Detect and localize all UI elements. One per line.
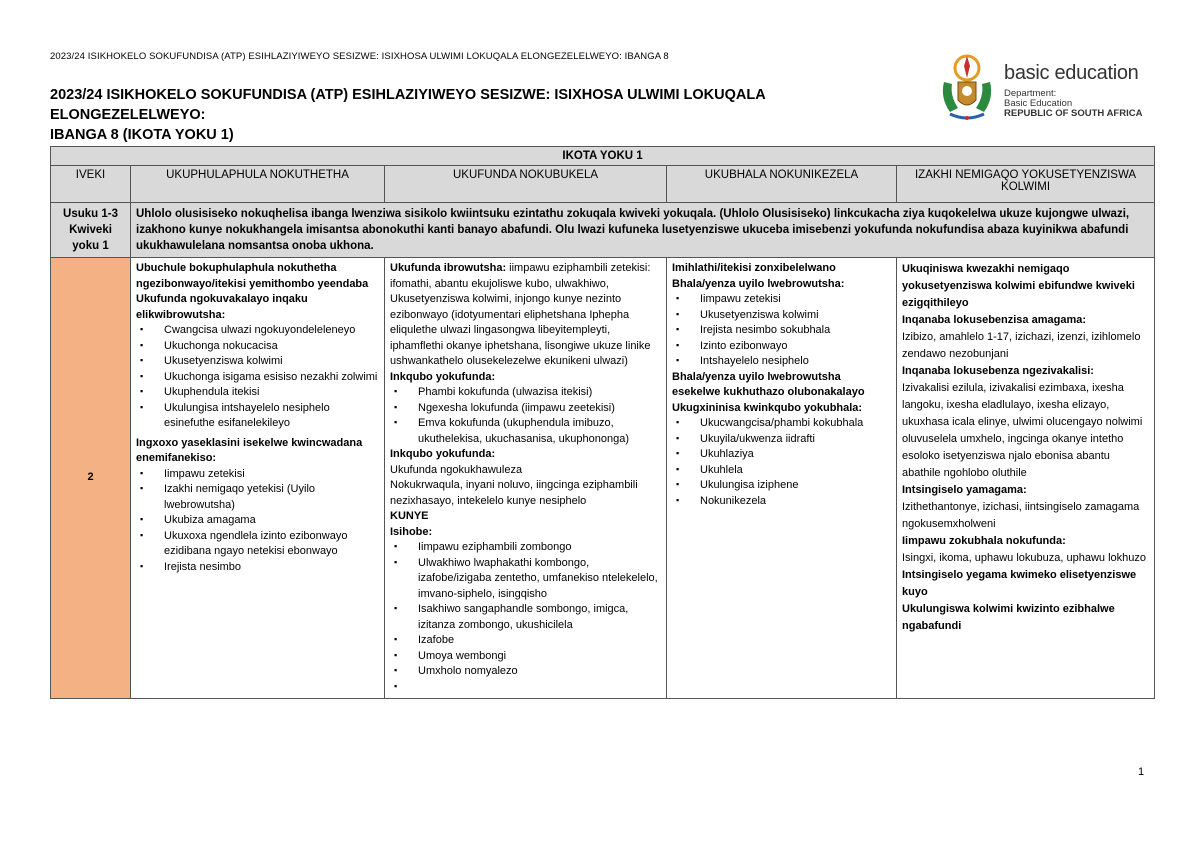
logo-country: REPUBLIC OF SOUTH AFRICA: [1004, 108, 1143, 119]
col4-paragraph-2: Izibizo, amahlelo 1-17, izichazi, izenzi, izihlomelo zendawo nezobunjani: [902, 331, 1141, 360]
list-item: ▪ Irejista nesimbo sokubhala: [672, 323, 891, 339]
listening-speaking-cell: [131, 258, 385, 699]
quarter-heading: IKOTA YOKU 1: [51, 147, 1155, 166]
running-header: 2023/24 ISIKHOKELO SOKUFUNDISA (ATP) ESIHLAZIYIWEYO SESIZWE: ISIXHOSA ULWIMI LOKUQALA ELONGEZELELWEYO: IBANGA 8: [50, 51, 669, 62]
list-item: ▪ Ukuhlela: [672, 463, 891, 479]
col2-heading-4: Isihobe:: [390, 525, 433, 538]
list-item: ▪ Izinto ezibonwayo: [672, 339, 891, 355]
list-item: ▪ Ukuhlaziya: [672, 447, 891, 463]
quarter-row: [51, 147, 1155, 166]
list-item: ▪ Iimpawu zetekisi: [672, 292, 891, 308]
baseline-description: Uhlolo olusisiseko nokuqhelisa ibanga lwenziwa sisikolo kwiintsuku ezintathu zokuqala kwiveki yokuqala. (Uhlolo Olusisiseko) linkcukacha ziya kuqokelelwa ukuze kujongwe ulwazi, izakhono kunye nokukhangela imisantsa abonokuthi kanti banayo abafundi. Olu lwazi kufuneka lusetyenziswe ukuceba imisebenzi yokufunda nokufundisa abaza kuyinikwa abafundi ukukhawulelana nomsantsa onoba ukhona.: [131, 203, 1155, 258]
col3-heading-3: Bhala/yenza uyilo lwebrowutsha esekelwe kukhuthazo olubonakalayo: [672, 370, 865, 398]
col4-heading-1: Ukuqiniswa kwezakhi nemigaqo yokusetyenziswa kolwimi ebifundwe kwiveki ezigqithileyo: [902, 263, 1135, 309]
col2-paragraph-1: [390, 261, 661, 370]
writing-presenting-cell: [667, 258, 897, 699]
col1-list-1: [136, 323, 379, 432]
col2-list-2: [390, 540, 661, 695]
header-language-structures: IZAKHI NEMIGAQO YOKUSETYENZISWA KOLWIMI: [897, 166, 1155, 203]
col4-paragraph-5: Isingxi, ikoma, uphawu lokubuza, uphawu lokhuzo: [902, 552, 1146, 564]
col3-heading-1: Imihlathi/itekisi zonxibelelwano: [672, 262, 836, 274]
list-item: ▪ Umxholo nomyalezo: [390, 664, 661, 680]
list-item: ▪ Iimpawu eziphambili zombongo: [390, 540, 661, 556]
col1-heading-3: Ingxoxo yaseklasini isekelwe kwincwadana enemifanekiso:: [136, 436, 363, 464]
header-week: IVEKI: [51, 166, 131, 203]
col1-heading-1: Ubuchule bokuphulaphula nokuthetha ngezibonwayo/itekisi yemithombo yeendaba: [136, 262, 369, 290]
list-item: ▪ Ukubiza amagama: [136, 513, 379, 529]
atp-table: [50, 146, 1155, 699]
department-logo: [936, 52, 1156, 124]
list-item: ▪ Isakhiwo sangaphandle sombongo, imigca, izitanza zombongo, ukushicilela: [390, 602, 661, 633]
list-item: ▪ Iimpawu zetekisi: [136, 467, 379, 483]
col2-paragraph-1-heading: Ukufunda ibrowutsha:: [390, 262, 507, 274]
col2-heading-3: Inkqubo yokufunda:: [390, 448, 496, 460]
list-item: ▪ Izakhi nemigaqo yetekisi (Uyilo lwebrowutsha): [136, 482, 379, 513]
list-item: ▪ Ngexesha lokufunda (iimpawu zeetekisi): [390, 401, 661, 417]
language-structures-cell: [897, 258, 1155, 699]
baseline-week-cell: Usuku 1-3 Kwiveki yoku 1: [51, 203, 131, 258]
col2-heading-2: Inkqubo yokufunda:: [390, 370, 496, 383]
list-item: ▪ Ukusetyenziswa kolwimi: [136, 354, 379, 370]
list-item: ▪ Ukuxoxa ngendlela izinto ezibonwayo ezidibana ngayo netekisi ebonwayo: [136, 529, 379, 560]
list-item: ▪ Ukuchonga nokucacisa: [136, 339, 379, 355]
page-title: [50, 85, 910, 145]
col2-kunye: KUNYE: [390, 510, 429, 522]
col4-heading-7: Ukulungiswa kolwimi kwizinto ezibhalwe ngabafundi: [902, 603, 1115, 632]
list-item: ▪ Emva kokufunda (ukuphendula imibuzo, ukuthelekisa, ukuchasanisa, ukuphononga): [390, 416, 661, 447]
baseline-row: [51, 203, 1155, 258]
col4-heading-4: Intsingiselo yamagama:: [902, 484, 1027, 496]
list-item: ▪ Izafobe: [390, 633, 661, 649]
page-number: 1: [1138, 766, 1145, 778]
list-item: ▪ Ukulungisa intshayelelo nesiphelo esinefuthe esifanelekileyo: [136, 401, 379, 432]
list-item: ▪ Ukucwangcisa/phambi kokubhala: [672, 416, 891, 432]
title-line-2: IBANGA 8 (IKOTA YOKU 1): [50, 127, 234, 143]
reading-viewing-cell: [385, 258, 667, 699]
week-number: 2: [51, 258, 131, 699]
col1-heading-2: Ukufunda ngokuvakalayo inqaku elikwibrowutsha:: [136, 293, 308, 321]
header-row: [51, 166, 1155, 203]
col1-list-2: [136, 467, 379, 576]
header-reading-viewing: UKUFUNDA NOKUBUKELA: [385, 166, 667, 203]
list-item: ▪ Ukuphendula itekisi: [136, 385, 379, 401]
col2-paragraph-4: Nokukrwaqula, inyani noluvo, iingcinga eziphambili nezixhasayo, intekelelo kunye nesiphelo: [390, 479, 638, 507]
title-line-1: 2023/24 ISIKHOKELO SOKUFUNDISA (ATP) ESIHLAZIYIWEYO SESIZWE: ISIXHOSA ULWIMI LOKUQALA ELONGEZELELWEYO:: [50, 87, 766, 123]
list-item: ▪ Ukuchonga isigama esisiso nezakhi zolwimi: [136, 370, 379, 386]
col4-paragraph-3: Izivakalisi ezilula, izivakalisi ezimbaxa, ixesha langoku, ixesha eladlulayo, ixesha elizayo, ukuxhasa icala elinye, ulwimi olucengayo nolwimi oluvuselela umxhelo, ingcinga okanye intetho esoloko isetyenziswa njalo ebonisa abantu abathile ngohlobo oluthile: [902, 382, 1143, 479]
logo-department-label: Department:: [1004, 88, 1057, 99]
header-listening-speaking: UKUPHULAPHULA NOKUTHETHA: [131, 166, 385, 203]
list-item: ▪ Irejista nesimbo: [136, 560, 379, 576]
col2-paragraph-1-text: iimpawu eziphambili zetekisi: ifomathi, abantu ekujoliswe kubo, ulwakhiwo, Ukusetyenziswa kolwimi, injongo kunye nezinto ezibonwayo (idotyumentari eliphetshana Iphepha eliqulethe ulwazi lingasongwa libeyitempleyti, iphamflethi okanye iphetshana, lisongiwe ukuze linike ushwankathelo olusekelezelwe ekunikeni ulwazi): [390, 262, 651, 367]
list-item: [390, 680, 661, 696]
col2-list-1: [390, 385, 661, 447]
col3-heading-2: Bhala/yenza uyilo lwebrowutsha:: [672, 277, 845, 290]
list-item: ▪ Ukulungisa iziphene: [672, 478, 891, 494]
list-item: ▪ Ukuyila/ukwenza iidrafti: [672, 432, 891, 448]
coat-of-arms-icon: [936, 52, 998, 124]
list-item: ▪ Nokunikezela: [672, 494, 891, 510]
logo-department-name: Basic Education: [1004, 98, 1073, 109]
list-item: ▪ Ukusetyenziswa kolwimi: [672, 308, 891, 324]
col4-heading-5: Iimpawu zokubhala nokufunda:: [902, 535, 1066, 547]
week-2-row: [51, 258, 1155, 699]
col4-heading-3: Inqanaba lokusebenza ngezivakalisi:: [902, 365, 1094, 377]
col3-heading-4: Ukugxininisa kwinkqubo yokubhala:: [672, 401, 863, 414]
col4-heading-2: Inqanaba lokusebenzisa amagama:: [902, 314, 1087, 326]
col3-list-2: [672, 416, 891, 509]
list-item: ▪ Umoya wembongi: [390, 649, 661, 665]
list-item: ▪ Phambi kokufunda (ulwazisa itekisi): [390, 385, 661, 401]
col4-heading-6: Intsingiselo yegama kwimeko elisetyenziswe kuyo: [902, 569, 1137, 598]
list-item: ▪ Ulwakhiwo lwaphakathi kombongo, izafobe/izigaba zentetho, umfanekiso ntelekelelo, imvano-siphelo, isingqisho: [390, 556, 661, 603]
col4-paragraph-4: Izithethantonye, izichasi, iintsingiselo zamagama ngokusemxholweni: [902, 501, 1140, 530]
list-item: ▪ Intshayelelo nesiphelo: [672, 354, 891, 370]
logo-brand: basic education: [1004, 62, 1139, 84]
header-writing-presenting: UKUBHALA NOKUNIKEZELA: [667, 166, 897, 203]
col2-paragraph-3: Ukufunda ngokukhawuleza: [390, 463, 523, 476]
list-item: ▪ Cwangcisa ulwazi ngokuyondeleleneyo: [136, 323, 379, 339]
col3-list-1: [672, 292, 891, 370]
